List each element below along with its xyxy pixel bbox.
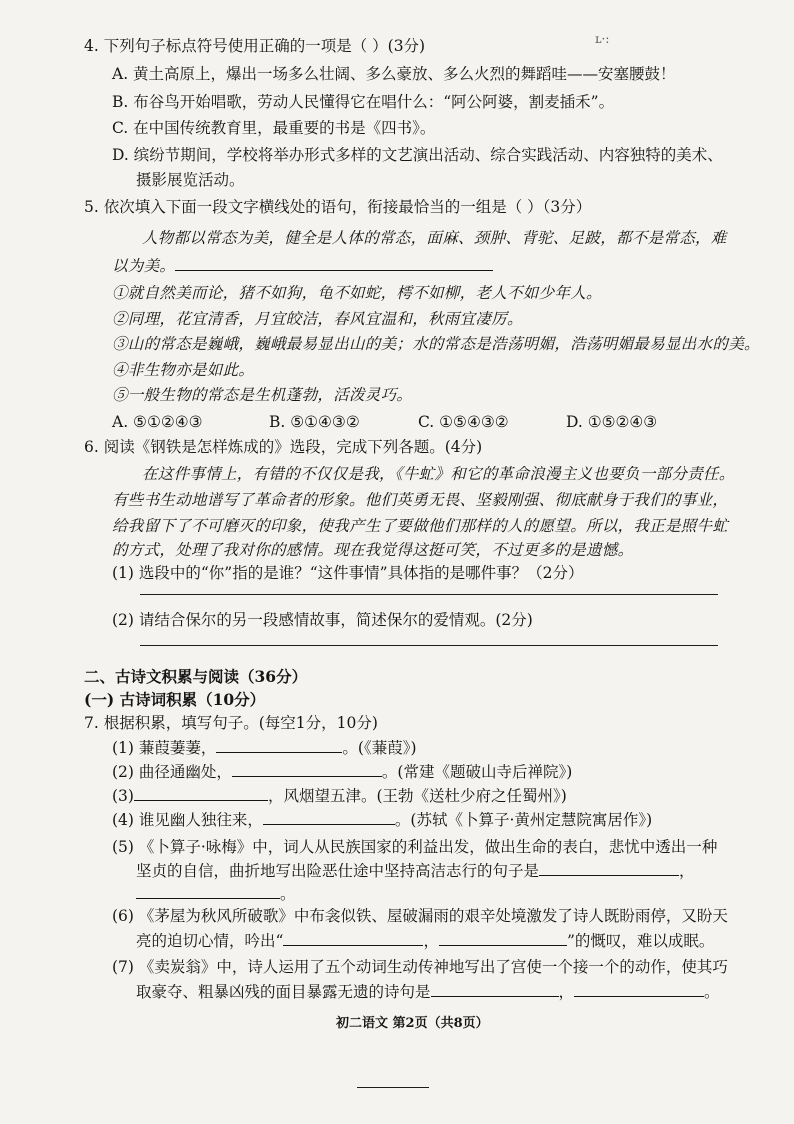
q7-item-1-source: 。(《蒹葭》) bbox=[342, 739, 417, 757]
q6-passage-line2: 有些书生动地谱写了革命者的形象。他们英勇无畏、坚毅刚强、彻底献身于我们的事业， bbox=[112, 491, 729, 509]
q7-item-2-source: 。(常建《题破山寺后禅院》) bbox=[381, 763, 573, 781]
q6-passage-line4: 的方式，处理了我对你的感情。现在我觉得这挺可笑，不过更多的是遗憾。 bbox=[112, 541, 634, 559]
q7-item-7-comma: ， bbox=[558, 983, 575, 1001]
q7-item-2 bbox=[112, 762, 572, 782]
q4-option-d-line2: 摄影展览活动。 bbox=[136, 171, 245, 189]
q7-item-5-line1: (5) 《卜算子·咏梅》中，词人从民族国家的利益出发，做出生命的表白，悲忧中透出一种 bbox=[112, 838, 718, 856]
q6-passage-line3: 给我留下了不可磨灭的印象，使我产生了要做他们那样的人的愿望。所以，我正是照牛虻 bbox=[112, 517, 729, 535]
q7-item-6-line2 bbox=[136, 931, 714, 951]
q7-item-6-text: 亮的迫切心情，吟出“ bbox=[136, 932, 284, 950]
q7-item-6-blank-b[interactable] bbox=[439, 931, 567, 946]
q7-item-5-line3 bbox=[136, 884, 296, 904]
q7-item-7-blank-a[interactable] bbox=[431, 982, 559, 997]
q7-stem: 7. 根据积累，填写句子。(每空1分，10分) bbox=[84, 714, 378, 732]
q7-item-7-text: 取豪夺、粗暴凶残的面目暴露无遗的诗句是 bbox=[136, 983, 431, 1001]
q7-item-6-blank-a[interactable] bbox=[283, 931, 423, 946]
q5-answer-blank[interactable] bbox=[175, 256, 493, 271]
bottom-divider bbox=[357, 1087, 429, 1088]
q4-option-a: A. 黄土高原上，爆出一场多么壮阔、多么豪放、多么火烈的舞蹈哇——安塞腰鼓！ bbox=[112, 65, 676, 83]
page-footer: 初二语文 第2页（共8页） bbox=[336, 1016, 489, 1031]
q7-item-3-source: ，风烟望五津。(王勃《送杜少府之任蜀州》) bbox=[267, 787, 567, 805]
q7-item-1 bbox=[112, 738, 417, 758]
q7-item-4-source: 。(苏轼《卜算子·黄州定慧院寓居作》) bbox=[394, 811, 653, 829]
q5-sentence-5: ⑤一般生物的常态是生机蓬勃，活泼灵巧。 bbox=[112, 386, 413, 404]
q7-item-3-prefix: (3) bbox=[112, 787, 134, 805]
q7-item-2-blank[interactable] bbox=[232, 762, 382, 777]
q7-item-5-text: 坚贞的自信，曲折地写出险恶仕途中坚持高洁志行的句子是 bbox=[136, 862, 540, 880]
q5-passage-text: 以为美。 bbox=[112, 257, 176, 275]
q7-item-3 bbox=[112, 786, 567, 806]
q6-stem: 6. 阅读《钢铁是怎样炼成的》选段，完成下列各题。(4分) bbox=[84, 438, 483, 456]
q7-item-5-comma: ， bbox=[679, 862, 695, 880]
q4-stem: 4. 下列句子标点符号使用正确的一项是（ ）(3分) bbox=[84, 37, 426, 55]
q7-item-6-comma: ， bbox=[423, 932, 439, 950]
q7-item-6-text-end: ”的慨叹，难以成眠。 bbox=[566, 932, 715, 950]
q7-item-7-blank-b[interactable] bbox=[574, 982, 704, 997]
q7-item-7-line1: (7) 《卖炭翁》中，诗人运用了五个动词生动传神地写出了宫使一个接一个的动作，使其巧 bbox=[112, 958, 728, 976]
q6-sub1-answer-line[interactable] bbox=[140, 594, 718, 595]
q5-stem: 5. 依次填入下面一段文字横线处的语句，衔接最恰当的一组是（ ）（3分） bbox=[84, 198, 592, 216]
q5-sentence-2: ②同理，花宜清香，月宜皎洁，春风宜温和，秋雨宜凄厉。 bbox=[112, 310, 523, 328]
q4-option-d-line1: D. 缤纷节期间，学校将举办形式多样的文艺演出活动、综合实践活动、内容独特的美术、 bbox=[112, 146, 723, 164]
q4-option-b: B. 布谷鸟开始唱歌，劳动人民懂得它在唱什么：“阿公阿婆，割麦插禾”。 bbox=[112, 93, 615, 111]
q5-passage-line2 bbox=[112, 256, 493, 276]
q5-sentence-1: ①就自然美而论，猪不如狗，龟不如蛇，樗不如柳，老人不如少年人。 bbox=[112, 284, 602, 302]
q7-item-5-blank-b[interactable] bbox=[136, 884, 280, 899]
q5-option-c: C. ①⑤④③② bbox=[418, 413, 509, 431]
q6-passage-line1: 在这件事情上，有错的不仅仅是我，《牛虻》和它的革命浪漫主义也要负一部分责任。 bbox=[142, 465, 735, 483]
q7-item-7-line2 bbox=[136, 982, 720, 1002]
q7-item-5-line2 bbox=[136, 861, 695, 881]
q6-sub2-answer-line[interactable] bbox=[140, 645, 718, 646]
q5-option-b: B. ⑤①④③② bbox=[269, 413, 360, 431]
q7-item-7-period: 。 bbox=[704, 983, 720, 1001]
q7-item-1-prefix: (1) 蒹葭萋萋， bbox=[112, 739, 217, 757]
section-2-title: 二、古诗文积累与阅读（36分） bbox=[84, 667, 308, 686]
q7-item-5-period: 。 bbox=[280, 885, 296, 903]
q5-option-a: A. ⑤①②④③ bbox=[112, 413, 203, 431]
q4-option-c: C. 在中国传统教育里，最重要的书是《四书》。 bbox=[112, 119, 436, 137]
q7-item-1-blank[interactable] bbox=[216, 738, 342, 753]
q7-item-6-line1: (6) 《茅屋为秋风所破歌》中布衾似铁、屋破漏雨的艰辛处境激发了诗人既盼雨停，又盼天 bbox=[112, 907, 728, 925]
q7-item-3-blank[interactable] bbox=[134, 786, 268, 801]
q7-item-2-prefix: (2) 曲径通幽处， bbox=[112, 763, 232, 781]
q7-item-4-blank[interactable] bbox=[263, 810, 395, 825]
q5-sentence-4: ④非生物亦是如此。 bbox=[112, 361, 255, 379]
q6-sub2: (2) 请结合保尔的另一段感情故事，简述保尔的爱情观。(2分) bbox=[112, 611, 533, 629]
scan-mark: ʟ·: bbox=[595, 32, 610, 46]
q7-item-4 bbox=[112, 810, 652, 830]
q5-sentence-3: ③山的常态是巍峨，巍峨最易显出山的美；水的常态是浩荡明媚，浩荡明媚最易显出水的美。 bbox=[112, 335, 760, 353]
q7-item-4-prefix: (4) 谁见幽人独往来， bbox=[112, 811, 263, 829]
q7-item-5-blank-a[interactable] bbox=[539, 861, 679, 876]
q5-passage-line1: 人物都以常态为美，健全是人体的常态，面麻、颈肿、背驼、足跛，都不是常态，难 bbox=[142, 229, 727, 247]
section-2-subtitle: (一) 古诗词积累（10分） bbox=[84, 690, 266, 709]
q6-sub1: (1) 选段中的“你”指的是谁？“这件事情”具体指的是哪件事？（2分） bbox=[112, 564, 584, 582]
q5-option-d: D. ①⑤②④③ bbox=[566, 413, 658, 431]
